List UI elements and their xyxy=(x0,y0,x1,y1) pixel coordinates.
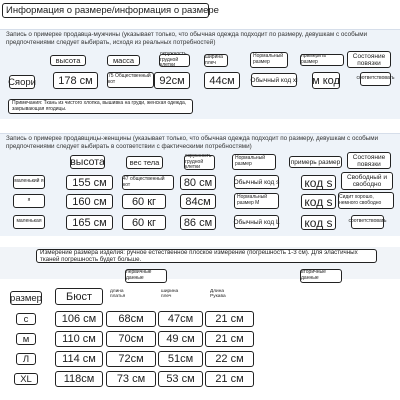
female-name: маленький я xyxy=(13,175,45,189)
female-chest: 86 см xyxy=(180,215,216,230)
measure-shoulder: 47см xyxy=(158,311,203,327)
female-fit: Сидит хорошо, немного свободно xyxy=(338,192,394,209)
male-header-chest: окружность грудной клетки xyxy=(159,54,190,67)
measure-shoulder: 49 см xyxy=(158,331,203,347)
female-name: я xyxy=(13,194,45,208)
female-weight: 60 кг xyxy=(122,194,166,209)
measure-size: XL xyxy=(14,373,38,385)
measure-shoulder: 53 см xyxy=(158,371,203,387)
measure-sleeve: 22 см xyxy=(205,351,254,367)
male-normal-size: Обычный код xl xyxy=(251,73,297,87)
female-normal-size: Обычный код s xyxy=(234,175,279,189)
female-header-normal-size: Нормальный размер xyxy=(232,154,276,170)
page-title: Информация о размере/информация о размере xyxy=(2,3,209,18)
measure-sleeve: 21 см xyxy=(205,311,254,327)
measure-length: 68см xyxy=(106,311,156,327)
measure-shoulder: 51см xyxy=(158,351,203,367)
measure-size: м xyxy=(16,333,36,345)
male-chest: 92см xyxy=(154,72,190,89)
female-normal-size: Обычный код L xyxy=(234,215,279,229)
measure-caption-shoulder: ширина плеч xyxy=(161,289,179,300)
measure-header-size: размер xyxy=(10,292,42,304)
male-try-size: м код xyxy=(312,72,340,89)
measure-secondary-caption: вторичные данные xyxy=(300,269,342,283)
measure-size: с xyxy=(16,313,36,325)
female-header-height: высота xyxy=(70,156,105,168)
female-height: 160 см xyxy=(66,194,113,209)
male-header-try-size: примерить размер xyxy=(300,54,344,66)
female-height: 165 см xyxy=(66,215,113,230)
female-header-try-size: примерь размер xyxy=(289,156,342,168)
measure-sleeve: 21 см xyxy=(205,371,254,387)
female-try-size: код s xyxy=(301,194,336,209)
male-header-height: высота xyxy=(50,55,86,66)
male-remark: Примечания: Ткань из чистого хлопка, вышивка на груди, женская одежда, закрывающая ягодицы. xyxy=(8,99,193,114)
measure-caption-sleeve: Длина Рукава xyxy=(210,289,226,300)
female-chest: 84см xyxy=(180,194,216,209)
male-header-fit: Состояние повязки xyxy=(347,51,391,68)
male-weight: 75 Общественный кот xyxy=(107,72,154,88)
female-header-weight: вес тела xyxy=(126,156,163,169)
measure-note: Измерение размера изделия: ручное естественное плоское измерение (погрешность 1-3 см). Для эластичных тканей погрешность будет больше. xyxy=(36,249,377,263)
measure-length: 70см xyxy=(106,331,156,347)
female-normal-size: Нормальный размер M xyxy=(234,193,279,209)
measure-bust: 118см xyxy=(55,371,103,387)
measure-primary-caption: первичные данные xyxy=(125,269,167,283)
measure-size: Л xyxy=(16,353,36,365)
female-weight: 47 общественный кот xyxy=(122,175,174,190)
measure-bust: 114 см xyxy=(55,351,103,367)
male-header-weight: масса xyxy=(107,55,140,66)
female-fit: соответствовать xyxy=(351,215,384,229)
female-chest: 80 см xyxy=(180,175,216,190)
female-header-fit: Состояние повязки xyxy=(347,152,391,169)
female-height: 155 см xyxy=(66,175,113,190)
female-name: маленькая xyxy=(13,215,45,229)
male-header-normal-size: Нормальный размер xyxy=(250,52,288,68)
measure-bust: 110 см xyxy=(55,331,103,347)
measure-bust: 106 см xyxy=(55,311,103,327)
male-note: Запись о примерке продавца-мужчины (указывает только, что обычная одежда подходит по размеру, девушкам с особыми предпочтениями следует выбирать, исходя из реальных потребностей) xyxy=(6,31,368,46)
female-header-chest: окружность грудной клетки xyxy=(184,155,215,170)
female-try-size: код s xyxy=(301,175,336,190)
female-note: Запись о примерке продавщицы-женщины (указывает только, что обычная одежда подходит по размеру, девушкам с особыми предпочтениями следует выбирать в соответствии с фактическими потребностями) xyxy=(6,135,379,150)
measure-header-bust: Бюст xyxy=(55,288,103,305)
female-try-size: код s xyxy=(301,215,336,230)
measure-sleeve: 21 см xyxy=(205,331,254,347)
measure-length: 72см xyxy=(106,351,156,367)
male-shoulder: 44см xyxy=(204,72,240,89)
male-height: 178 см xyxy=(53,72,98,89)
measure-length: 73 см xyxy=(106,371,156,387)
measure-caption-length: длина платья xyxy=(110,289,126,300)
female-weight: 60 кг xyxy=(122,215,166,230)
male-header-shoulder: ширина плеч xyxy=(204,54,228,67)
male-name: Сяори xyxy=(8,76,36,88)
male-fit: соответствовать xyxy=(360,72,391,86)
female-fit: Свободный и свободно xyxy=(341,172,393,190)
